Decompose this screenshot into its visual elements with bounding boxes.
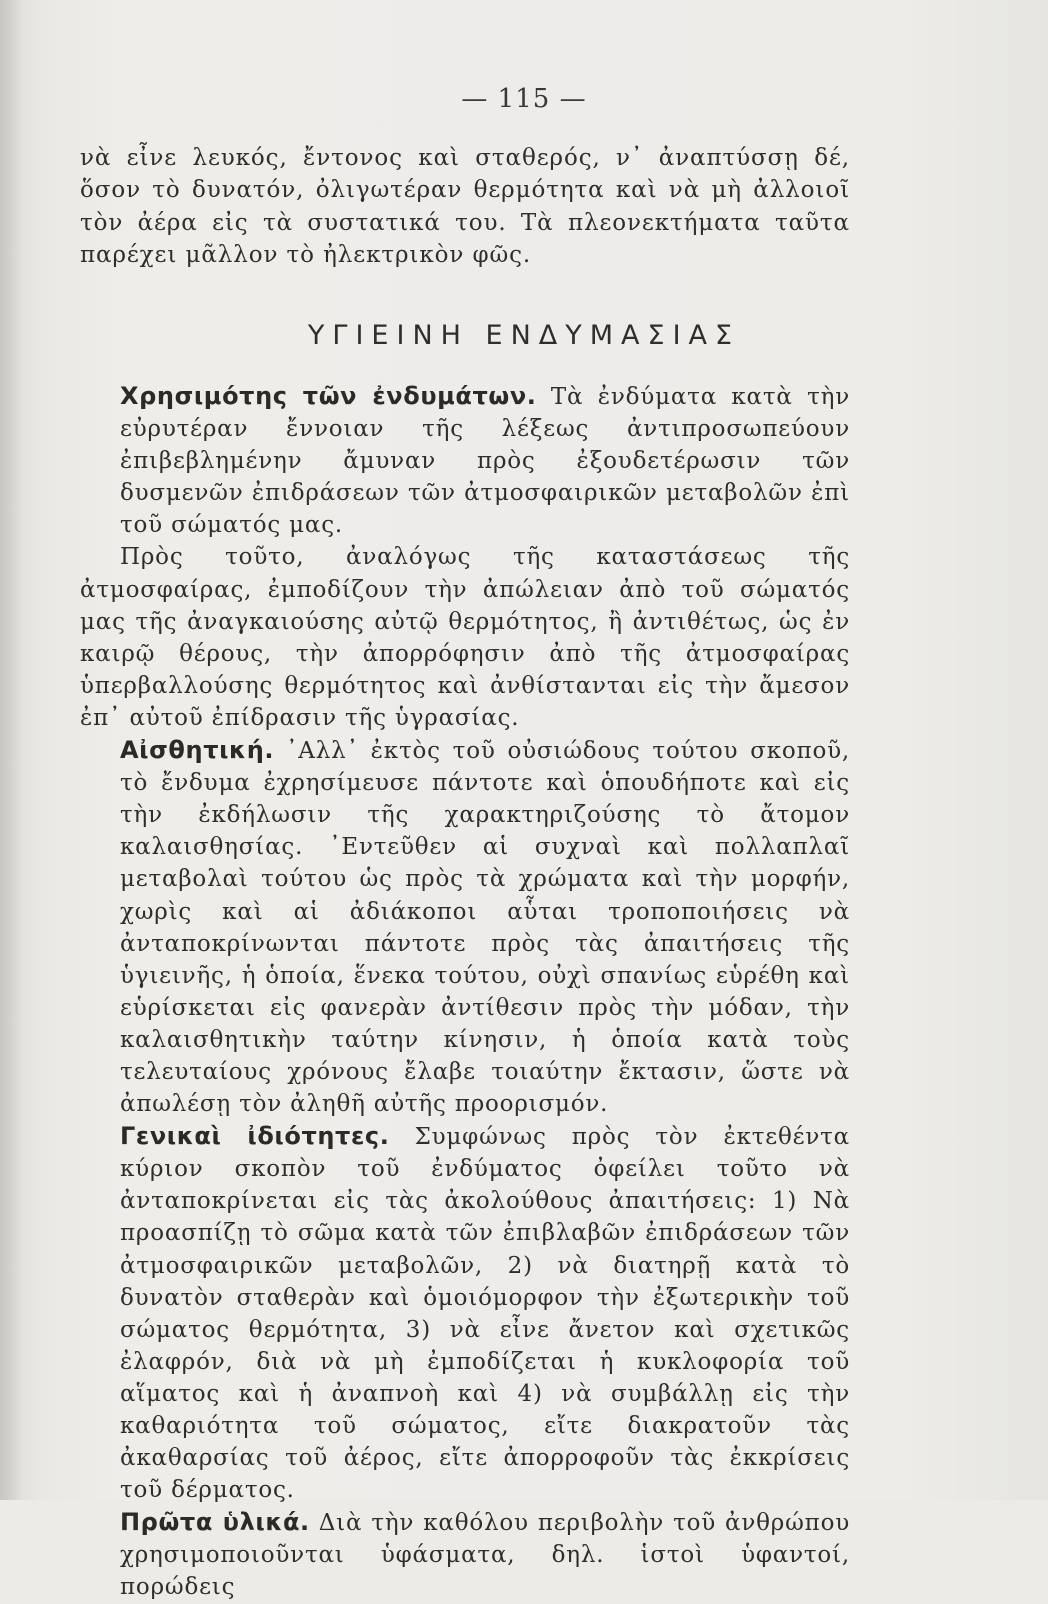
paragraph-heading: Αἰσθητική. [120, 736, 275, 765]
top-paragraph-block [80, 142, 850, 272]
paragraph-heading: Χρησιμότης τῶν ἐνδυμάτων. [120, 382, 537, 410]
paragraph-text: ᾿Αλλ᾿ ἐκτὸς τοῦ οὐσιώδους τούτου σκοποῦ, τὸ ἔνδυμα ἐχρησίμευσε πάντοτε καὶ ὁπουδήποτε καὶ εἰς τὴν ἐκδήλωσιν τῆς χαρακτηριζούσης τὸ ἄτομον καλαισθησίας. ᾿Εντεῦθεν αἱ συχναὶ καὶ πολλαπλαῖ μεταβολαὶ τούτου ὡς πρὸς τὰ χρώματα καὶ τὴν μορφήν, χωρὶς καὶ αἱ ἀδιάκοποι αὗται τροποποιήσεις νὰ ἀνταποκρίνωνται πάντοτε πρὸς τὰς ἀπαιτήσεις τῆς ὑγιεινῆς, ἡ ὁποία, ἕνεκα τούτου, οὐχὶ σπανίως εὑρέθη καὶ εὑρίσκεται εἰς φανερὰν ἀντίθεσιν πρὸς τὴν μόδαν, τὴν καλαισθητικὴν ταύτην κίνησιν, ἡ ὁποία κατὰ τοὺς τελευταίους χρόνους ἔλαβε τοιαύτην ἔκτασιν, ὥστε νὰ ἀπωλέσῃ τὸν ἀληθῆ αὐτῆς προορισμόν. [120, 738, 850, 1118]
section-title: ΥΓΙΕΙΝΗ ΕΝΔΥΜΑΣΙΑΣ [307, 320, 741, 351]
paragraph-text: Συμφώνως πρὸς τὸν ἐκτεθέντα κύριον σκοπὸν τοῦ ἐνδύματος ὀφείλει τοῦτο νὰ ἀνταποκρίνεται εἰς τὰς ἀκολούθους ἀπαιτήσεις: 1) Νὰ προασπίζῃ τὸ σῶμα κατὰ τῶν ἐπιβλαβῶν ἐπιδράσεων τῶν ἀτμοσφαιρικῶν μεταβολῶν, 2) νὰ διατηρῇ κατὰ τὸ δυνατὸν σταθερὰν καὶ ὁμοιόμορφον τὴν ἐξωτερικὴν τοῦ σώματος θερμότητα, 3) νὰ εἶνε ἄνετον καὶ σχετικῶς ἐλαφρόν, διὰ νὰ μὴ ἐμποδίζεται ἡ κυκλοφορία τοῦ αἵματος καὶ ἡ ἀναπνοὴ καὶ 4) νὰ συμβάλλῃ εἰς τὴν καθαριότητα τοῦ σώματος, εἴτε διακρατοῦν τὰς ἀκαθαρσίας τοῦ ἀέρος, εἴτε ἀπορροφοῦν τὰς ἐκκρίσεις τοῦ δέρματος. [120, 1124, 850, 1504]
paragraph-text: Διὰ τὴν καθόλου περιβολὴν τοῦ ἀνθρώπου χρησιμοποιοῦνται ὑφάσματα, δηλ. ἱστοὶ ὑφαντοί, πορώδεις [120, 1510, 850, 1601]
paragraph-aesthetics [80, 734, 850, 1120]
binding-shadow [0, 0, 22, 1500]
paragraph-raw-materials [80, 1506, 850, 1603]
paragraph-text: Τὰ ἐνδύματα κατὰ τὴν εὐρυτέραν ἔννοιαν τῆς λέξεως ἀντιπροσωπεύουν ἐπιβεβλημένην ἄμυναν πρὸς ἐξουδετέρωσιν τῶν δυσμενῶν ἐπιδράσεων τῶν ἀτμοσφαιρικῶν μεταβολῶν ἐπὶ τοῦ σώματός μας. [120, 384, 850, 539]
paragraph-general-properties [80, 1120, 850, 1506]
paragraph-heading: Γενικαὶ ἰδιότητες. [120, 1122, 390, 1151]
paragraph-text: Πρὸς τοῦτο, ἀναλόγως τῆς καταστάσεως τῆς ἀτμοσφαίρας, ἐμποδίζουν τὴν ἀπώλειαν ἀπὸ τοῦ σώματός μας τῆς ἀναγκαιούσης αὐτῷ θερμότητος, ἢ ἀντιθέτως, ὡς ἐν καιρῷ θέρους, τὴν ἀπορρόφησιν ἀπὸ τῆς ἀτμοσφαίρας ὑπερβαλλούσης θερμότητος καὶ ἀνθίστανται εἰς τὴν ἄμεσον ἐπ᾿ αὐτοῦ ἐπίδρασιν τῆς ὑγρασίας. [80, 544, 850, 731]
body-text [80, 380, 850, 1604]
page-number: — 115 — [461, 84, 587, 114]
paragraph-protection [80, 541, 850, 734]
top-paragraph: νὰ εἶνε λευκός, ἔντονος καὶ σταθερός, ν᾿ ἀναπτύσσῃ δέ, ὅσον τὸ δυνατόν, ὀλιγωτέραν θερμότητα καὶ νὰ μὴ ἀλλοιοῖ τὸν ἀέρα εἰς τὰ συστατικά του. Τὰ πλεονεκτήματα ταῦτα παρέχει μᾶλλον τὸ ἠλεκτρικὸν φῶς. [80, 145, 850, 269]
paragraph-heading: Πρῶτα ὑλικά. [120, 1508, 310, 1537]
paragraph-usefulness [80, 380, 850, 541]
